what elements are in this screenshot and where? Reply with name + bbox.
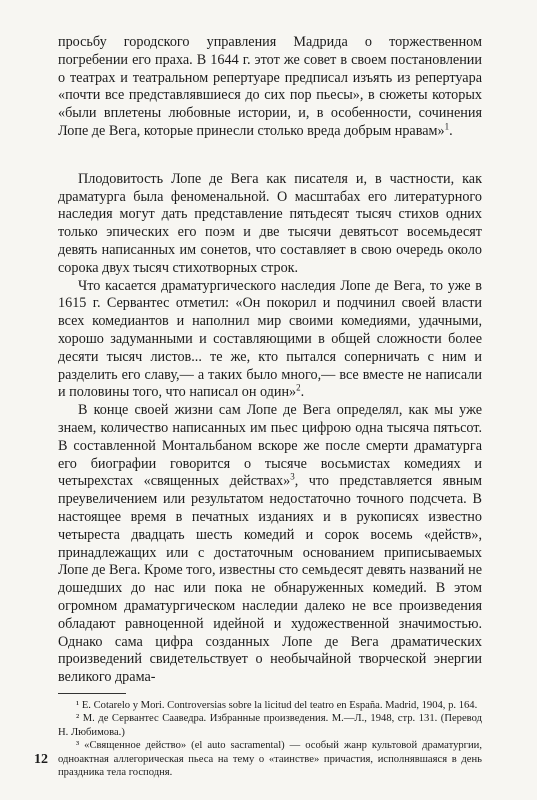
paragraph-3-text-a: В конце своей жизни сам Лопе де Вега определял, как мы уже знаем, количество написанных им пьес цифрою одна тысяча пятьсот. В составленной Монтальбаном вскоре же после смерти драматурга его биографии говорится о тысяче восьмистах комедиях и четырехстах «священных действах» <box>58 402 482 490</box>
footnote-1: ¹ E. Cotarelo y Mori. Controversias sobre la licitud del teatro en España. Madrid, 1904, p. 164. <box>76 699 478 711</box>
footnote-rule <box>58 693 126 694</box>
intro-paragraph: просьбу городского управления Мадрида о торжественном погребении его праха. В 1644 г. этот же совет в своем постановлении о театрах и театральном репертуаре предписал изъять из репертуара «почти все представлявшиеся до сих пор пьесы», в сюжеты которых «были вплетены любовные истории, и, в особенности, сочинения Лопе де Вега, которые принесли столько вреда добрым нравам»$^1$. <box>58 34 482 139</box>
paragraph-3 <box>58 402 482 687</box>
footnote-3: ³ «Священное действо» (el auto sacramental) — особый жанр культовой драматургии, одноактная аллегорическая пьеса на тему о «таинстве» причастия, исполнявшаяся в день праздника тела господня. <box>58 740 482 778</box>
footnote-ref-2: 2 <box>296 382 301 393</box>
page-body <box>58 34 482 779</box>
footnote-ref-3: 3 <box>290 471 295 482</box>
paragraph-2-text: Что касается драматургического наследия Лопе де Вега, то уже в 1615 г. Сервантес отметил: «Он покорил и подчинил своей власти всех комедиантов и наполнил мир своими комедиями, удачными, хорошо задуманными и составляющими в общей сложности более десяти тысяч листов... те же, кто пытался соперничать с ним и разделить его славу,— а таких было много,— все вместе не написали и половины того, что написал он один» <box>58 277 482 401</box>
page-number: 12 <box>34 752 48 767</box>
intro-text: просьбу городского управления Мадрида о торжественном погребении его праха. В 1644 г. этот же совет в своем постановлении о театрах и театральном репертуаре предписал изъять из репертуара «почти все представлявшиеся до сих пор пьесы», в сюжеты которых «были вплетены любовные истории, и, в особенности, сочинения Лопе де Вега, которые принесли столько вреда добрым нравам» <box>58 34 482 139</box>
paragraph-3-text-b: , что представляется явным преувеличением или результатом недостаточно точного подсчета. В настоящее время в печатных изданиях и в рукописях известно четыреста двадцать шесть комедий и сорок восемь «действ», принадлежащих или с достаточным основанием приписываемых Лопе де Вега. Кроме того, известны сто семьдесят девять названий не дошедших до нас или пока не обнаруженных комедий. В этом огромном драматургическом наследии далеко не все произведения обладают равноценной идейной и художественной значимостью. Однако сама цифра созданных Лопе де Вега драматических произведений свидетельствует о необычайной творческой энергии великого драма- <box>58 473 482 686</box>
section-gap <box>58 141 482 171</box>
paragraph-2: Что касается драматургического наследия Лопе де Вега, то уже в 1615 г. Сервантес отметил: «Он покорил и подчинил своей власти всех комедиантов и наполнил мир своими комедиями, удачными, хорошо задуманными и составляющими в общей сложности более десяти тысяч листов... те же, кто пытался соперничать с ним и разделить его славу,— а таких было много,— все вместе не написали и половины того, что написал он один»$^2$. <box>58 277 482 401</box>
footnote-ref-1: 1 <box>444 121 450 132</box>
paragraph-1: Плодовитость Лопе де Вега как писателя и, в частности, как драматурга была феноменальной. О масштабах его литературного наследия могут дать представление пятьдесят тысяч стихов одних только эпических его поэм и две тысячи девятьсот восемьдесят девять написанных им сонетов, что составляет в свою очередь около сорока двух тысяч стихотворных строк. <box>58 170 482 276</box>
footnote-2: ² М. де Сервантес Сааведра. Избранные произведения. М.—Л., 1948, стр. 131. (Перевод Н. Любимова.) <box>58 713 482 738</box>
